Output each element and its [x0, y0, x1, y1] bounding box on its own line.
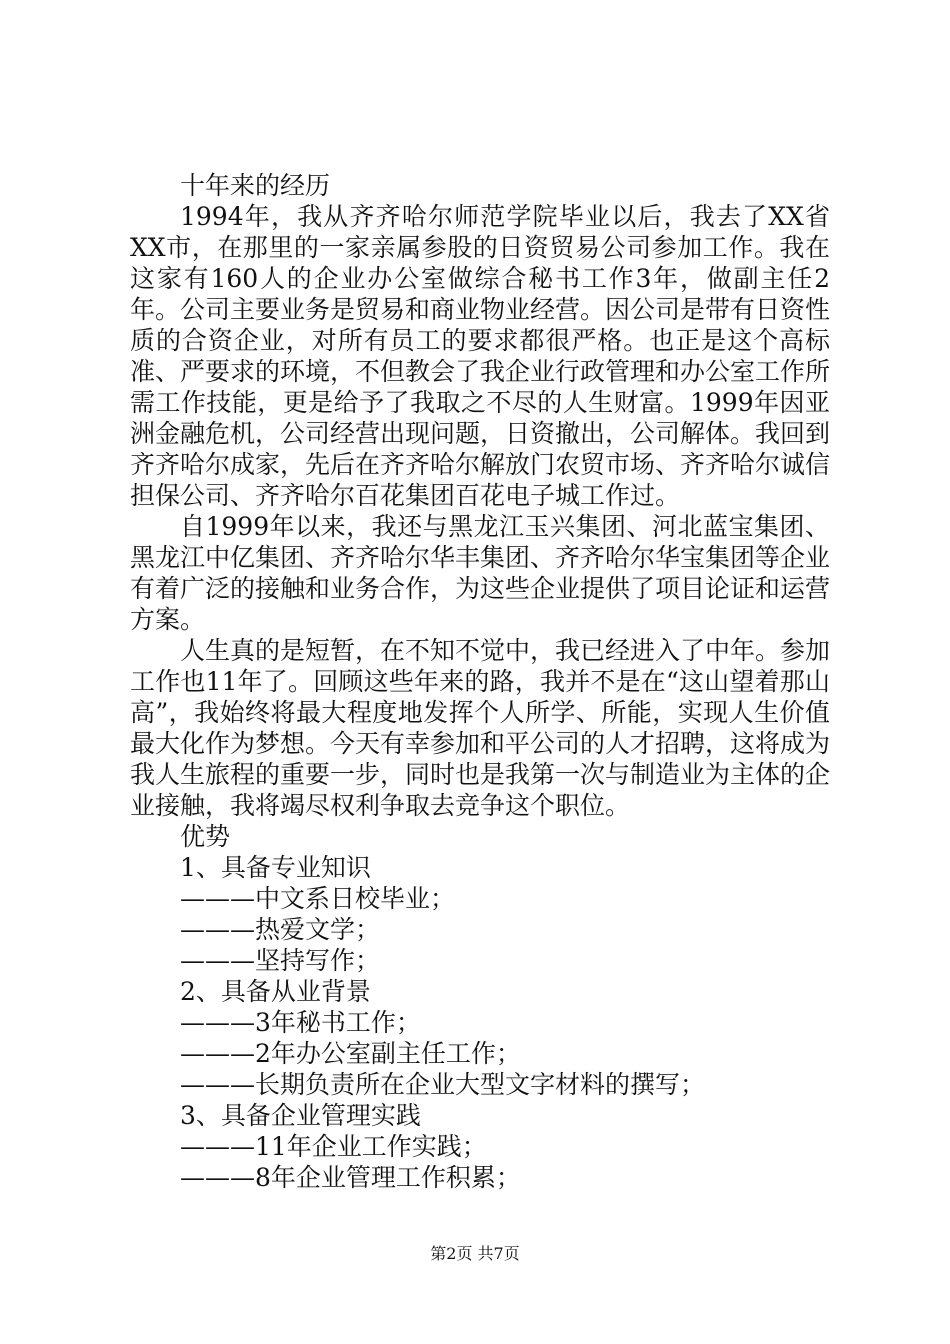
advantage-group-3 [130, 1100, 830, 1193]
paragraph-career: 1994年，我从齐齐哈尔师范学院毕业以后，我去了XX省XX市，在那里的一家亲属参股的日资贸易公司参加工作。我在这家有160人的企业办公室做综合秘书工作3年，做副主任2年。公司主要业务是贸易和商业物业经营。因公司是带有日资性质的合资企业，对所有员工的要求都很严格。也正是这个高标准、严要求的环境，不但教会了我企业行政管理和办公室工作所需工作技能，更是给予了我取之不尽的人生财富。1999年因亚洲金融危机，公司经营出现问题，日资撤出，公司解体。我回到齐齐哈尔成家，先后在齐齐哈尔解放门农贸市场、齐齐哈尔诚信担保公司、齐齐哈尔百花集团百花电子城工作过。 [130, 202, 831, 510]
page-footer: 第2页 共7页 [430, 1244, 520, 1263]
section-title-experience: 十年来的经历 [180, 171, 331, 200]
advantage-group-1 [130, 852, 830, 976]
advantage-group-2 [130, 976, 830, 1100]
advantage-item: ———3年秘书工作； [180, 1008, 421, 1037]
advantage-item: ———坚持写作； [180, 946, 381, 975]
advantage-heading: 3、具备企业管理实践 [180, 1101, 421, 1130]
advantage-item: ———热爱文学； [180, 915, 381, 944]
paragraph-reflection: 人生真的是短暂，在不知不觉中，我已经进入了中年。参加工作也11年了。回顾这些年来的路，我并不是在“这山望着那山高”，我始终将最大程度地发挥个人所学、所能，实现人生价值最大化作为梦想。今天有幸参加和平公司的人才招聘，这将成为我人生旅程的重要一步，同时也是我第一次与制造业为主体的企业接触，我将竭尽权利争取去竞争这个职位。 [130, 636, 831, 820]
advantage-heading: 2、具备从业背景 [180, 977, 371, 1006]
document-body [130, 170, 830, 1193]
paragraph-cooperation: 自1999年以来，我还与黑龙江玉兴集团、河北蓝宝集团、黑龙江中亿集团、齐齐哈尔华丰集团、齐齐哈尔华宝集团等企业有着广泛的接触和业务合作，为这些企业提供了项目论证和运营方案。 [130, 512, 831, 634]
advantage-heading: 1、具备专业知识 [180, 853, 371, 882]
advantage-item: ———8年企业管理工作积累； [180, 1163, 521, 1192]
advantage-item: ———2年办公室副主任工作； [180, 1039, 521, 1068]
advantage-item: ———长期负责所在企业大型文字材料的撰写； [180, 1070, 706, 1099]
section-title-advantages: 优势 [180, 822, 231, 851]
advantage-item: ———11年企业工作实践； [180, 1132, 487, 1161]
advantage-item: ———中文系日校毕业； [180, 884, 456, 913]
